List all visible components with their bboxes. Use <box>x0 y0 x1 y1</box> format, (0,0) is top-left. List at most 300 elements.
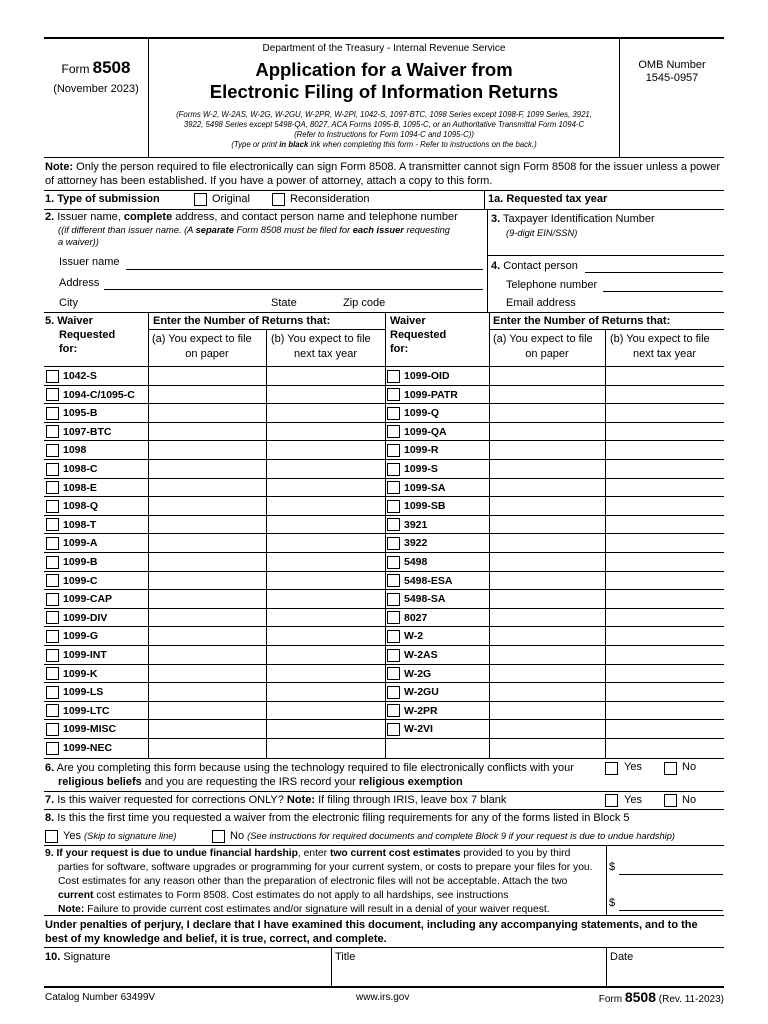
right-waiver-header-2: Requested <box>390 329 447 341</box>
next-year-count-field[interactable] <box>606 721 723 737</box>
paper-count-field[interactable] <box>149 498 265 514</box>
form-type-label: 1098-E <box>63 481 97 494</box>
tin-bottom-rule <box>487 255 724 256</box>
next-year-count-field[interactable] <box>267 405 384 421</box>
form-checkbox[interactable] <box>387 425 400 438</box>
note2-d: each issuer <box>352 225 404 235</box>
form-checkbox[interactable] <box>387 518 400 531</box>
form-type-label: 1099-INT <box>63 649 107 661</box>
note-bottom-rule <box>44 190 724 191</box>
first-time-no <box>230 830 675 842</box>
line7-text-b: Note: <box>286 794 316 806</box>
form-checkbox[interactable] <box>46 370 59 383</box>
form-checkbox[interactable] <box>387 593 400 606</box>
paper-count-field[interactable] <box>490 610 604 626</box>
paper-count-field[interactable] <box>490 461 604 477</box>
form-checkbox[interactable] <box>46 593 59 606</box>
table-row-rule <box>44 701 724 702</box>
header-bottom-rule <box>44 157 724 158</box>
next-year-count-field[interactable] <box>606 480 723 496</box>
paper-count-field[interactable] <box>490 666 604 682</box>
form-type-label: W-2AS <box>404 649 438 661</box>
paper-count-field[interactable] <box>490 480 604 496</box>
table-header-bottom <box>44 366 724 367</box>
form-date: (November 2023) <box>53 83 139 95</box>
paper-count-field[interactable] <box>490 647 604 663</box>
penalty-line-1: Under penalties of perjury, I declare that I have examined this document, including any accompanying statements, and to the <box>45 919 698 931</box>
tin-heading <box>491 213 655 225</box>
paper-count-field[interactable] <box>149 721 265 737</box>
paper-count-field[interactable] <box>149 461 265 477</box>
form-checkbox[interactable] <box>387 574 400 587</box>
city-label: City <box>59 297 78 309</box>
tin-sub: (9-digit EIN/SSN) <box>506 228 578 238</box>
signature-field[interactable] <box>44 948 331 986</box>
form-type-label: 5498-ESA <box>404 574 453 587</box>
paper-count-field[interactable] <box>149 424 265 440</box>
form-type-label: W-2G <box>404 667 432 680</box>
first-time-no-checkbox[interactable] <box>212 830 225 843</box>
form-type-label: W-2GU <box>404 686 439 699</box>
form-checkbox[interactable] <box>46 742 59 755</box>
line1-vertical <box>484 190 485 210</box>
table-row-rule <box>44 478 724 479</box>
line8-num: 8. <box>45 812 55 824</box>
issuer-heading <box>45 211 458 223</box>
table-row-rule <box>44 533 724 534</box>
table-enter-rule-left <box>148 329 385 330</box>
line6-text-b: religious beliefs <box>58 776 142 788</box>
table-vline-3 <box>385 313 386 759</box>
next-year-count-field[interactable] <box>267 387 384 403</box>
paper-count-field[interactable] <box>149 405 265 421</box>
table-row-rule <box>44 589 724 590</box>
table-row-rule <box>44 645 724 646</box>
next-year-count-field[interactable] <box>606 368 723 384</box>
form-checkbox[interactable] <box>46 630 59 643</box>
form-checkbox[interactable] <box>46 686 59 699</box>
paper-count-field[interactable] <box>149 535 265 551</box>
next-year-count-field[interactable] <box>267 721 384 737</box>
form-subtitle-4 <box>149 140 619 150</box>
next-year-count-field[interactable] <box>606 535 723 551</box>
omb-label: OMB Number <box>638 59 706 71</box>
form-checkbox[interactable] <box>46 667 59 680</box>
form-checkbox[interactable] <box>387 630 400 643</box>
form-type-label: 1099-K <box>63 667 98 680</box>
form-type-label: 3922 <box>404 537 428 550</box>
penalty-line-2: best of my knowledge and belief, it is true, correct, and complete. <box>45 933 387 945</box>
first-time-question <box>45 812 630 824</box>
first-time-yes <box>63 830 177 842</box>
line8-no-note: (See instructions for required documents and complete Block 9 if your request is due to undue hardship) <box>247 831 676 841</box>
paper-count-field[interactable] <box>490 405 604 421</box>
date-label: Date <box>610 951 634 963</box>
title-field[interactable] <box>332 948 606 986</box>
form-checkbox[interactable] <box>387 444 400 457</box>
hardship-text <box>45 847 605 917</box>
form-type-label: 1099-S <box>404 463 438 475</box>
next-year-count-field[interactable] <box>267 424 384 440</box>
form-type-label: 1099-QA <box>404 425 447 438</box>
form-checkbox[interactable] <box>387 667 400 680</box>
table-row-rule <box>44 626 724 627</box>
form-type-label: 1099-B <box>63 556 98 568</box>
cost-estimate-1-field[interactable] <box>619 874 723 875</box>
paper-count-field[interactable] <box>490 628 604 644</box>
cost-estimate-2-symbol: $ <box>609 897 616 909</box>
line9-l4a: current <box>58 890 94 901</box>
zip-label: Zip code <box>343 297 386 309</box>
line8-text: Is this the first time you requested a waiver from the electronic filing requirements for any of the forms listed in Block 5 <box>54 812 630 824</box>
block2-vertical <box>487 209 488 313</box>
line6-num: 6. <box>45 762 55 774</box>
telephone-field[interactable] <box>603 291 723 292</box>
next-year-count-field[interactable] <box>606 405 723 421</box>
right-col-a-2: on paper <box>525 348 569 360</box>
issuer-note-1 <box>58 225 450 235</box>
form-checkbox[interactable] <box>387 723 400 736</box>
bottom-rule <box>44 986 724 988</box>
table-row-rule <box>44 459 724 460</box>
form-word: Form <box>61 62 90 76</box>
footer-form-id <box>599 989 724 1005</box>
table-row-rule <box>44 496 724 497</box>
date-field[interactable] <box>607 948 724 986</box>
address-label: Address <box>59 277 100 289</box>
note2-c: Form 8508 must be filed for <box>233 225 353 235</box>
line9-l4b: cost estimates to Form 8508. Cost estimates do not apply to all hardships, see instructions <box>93 890 509 901</box>
form-checkbox[interactable] <box>46 574 59 587</box>
form-checkbox[interactable] <box>46 481 59 494</box>
corrections-yes-label: Yes <box>624 794 642 806</box>
line6-text-d: religious exemption <box>358 776 463 788</box>
next-year-count-field[interactable] <box>606 573 723 589</box>
paper-count-field[interactable] <box>490 535 604 551</box>
form-type-label: 1098-Q <box>63 500 99 513</box>
form-checkbox[interactable] <box>46 518 59 531</box>
paper-count-field[interactable] <box>149 647 265 663</box>
form-type-label: 1099-SA <box>404 481 446 494</box>
next-year-count-field[interactable] <box>267 517 384 533</box>
paper-count-field[interactable] <box>149 703 265 719</box>
right-col-a-1: (a) You expect to file <box>493 333 593 345</box>
line7-bottom-rule <box>44 809 724 810</box>
next-year-count-field[interactable] <box>606 387 723 403</box>
cost-estimate-2-field[interactable] <box>619 910 723 911</box>
form-title-line1: Application for a Waiver from <box>255 59 513 80</box>
next-year-count-field[interactable] <box>267 684 384 700</box>
next-year-count-field[interactable] <box>267 610 384 626</box>
next-year-count-field[interactable] <box>267 740 384 756</box>
state-label: State <box>271 297 297 309</box>
paper-count-field[interactable] <box>490 517 604 533</box>
form-type-label: 1042-S <box>63 370 97 382</box>
next-year-count-field[interactable] <box>606 684 723 700</box>
form-checkbox[interactable] <box>387 407 400 420</box>
line8-yes: Yes <box>63 830 81 842</box>
form-type-label: 1099-LS <box>63 686 104 699</box>
penalty-statement <box>45 918 698 946</box>
table-row-rule <box>44 440 724 441</box>
paper-count-field[interactable] <box>149 517 265 533</box>
header-divider-right <box>619 37 620 158</box>
line7-num: 7. <box>45 794 55 806</box>
address-field[interactable] <box>104 289 483 290</box>
irs-website: www.irs.gov <box>356 992 410 1003</box>
corrections-no-checkbox[interactable] <box>664 794 677 807</box>
reconsideration-checkbox[interactable] <box>272 193 285 206</box>
form-type-label: 1095-B <box>63 407 98 420</box>
next-year-count-field[interactable] <box>606 442 723 458</box>
line10-signature: Signature <box>60 951 111 963</box>
table-row-rule <box>44 403 724 404</box>
form-checkbox[interactable] <box>46 463 59 476</box>
original-label: Original <box>212 193 250 205</box>
table-row-rule <box>44 664 724 665</box>
form-checkbox[interactable] <box>387 556 400 569</box>
footer-form-number: 8508 <box>624 989 656 1005</box>
paper-count-field[interactable] <box>149 554 265 570</box>
next-year-count-field[interactable] <box>606 591 723 607</box>
religious-yes-checkbox[interactable] <box>605 762 618 775</box>
form-checkbox[interactable] <box>46 500 59 513</box>
religious-yes-label: Yes <box>624 761 642 773</box>
line2-text-b: complete <box>123 211 173 223</box>
form-checkbox[interactable] <box>46 388 59 401</box>
left-waiver-header-2: Requested <box>59 329 116 341</box>
next-year-count-field[interactable] <box>606 610 723 626</box>
paper-count-field[interactable] <box>490 554 604 570</box>
next-year-count-field[interactable] <box>267 628 384 644</box>
line3-num: 3. <box>491 213 501 225</box>
next-year-count-field[interactable] <box>267 591 384 607</box>
paper-count-field[interactable] <box>490 498 604 514</box>
contact-person-field[interactable] <box>585 272 723 273</box>
form-type-label: W-2VI <box>404 723 433 736</box>
line6-text-c: and you are requesting the IRS record your <box>141 776 359 788</box>
cost-estimate-1-symbol: $ <box>609 861 616 873</box>
note-body: Only the person required to file electronically can sign Form 8508. A transmitter cannot sign Form 8508 for the issuer unless a power of attorney has been established. If you have a power of attorney, attach a copy to this form. <box>45 161 720 187</box>
next-year-count-field[interactable] <box>267 461 384 477</box>
note2-a: ((if different than issuer name. (A <box>58 225 196 235</box>
form-number: 8508 <box>92 58 131 77</box>
paper-count-field[interactable] <box>149 480 265 496</box>
form-type-label: 1099-Q <box>404 407 440 420</box>
paper-count-field[interactable] <box>149 591 265 607</box>
line9-b: , enter <box>297 848 330 859</box>
issuer-name-field[interactable] <box>126 269 483 270</box>
note2-b: separate <box>195 225 234 235</box>
paper-count-field[interactable] <box>490 721 604 737</box>
paper-count-field[interactable] <box>149 666 265 682</box>
paper-count-field[interactable] <box>149 573 265 589</box>
form-checkbox[interactable] <box>387 537 400 550</box>
religious-no-label: No <box>682 761 697 773</box>
paper-count-field[interactable] <box>490 684 604 700</box>
next-year-count-field[interactable] <box>267 573 384 589</box>
hardship-line-2: parties for software, software upgrades or programming for your current system, or costs to prepare your files for you. <box>58 862 593 873</box>
next-year-count-field[interactable] <box>606 647 723 663</box>
form-checkbox[interactable] <box>46 444 59 457</box>
subtitle4-a: (Type or print <box>231 140 280 149</box>
next-year-count-field[interactable] <box>606 666 723 682</box>
email-label: Email address <box>506 297 576 309</box>
form-type-label: 1099-LTC <box>63 704 110 717</box>
form-checkbox[interactable] <box>387 704 400 717</box>
paper-count-field[interactable] <box>490 387 604 403</box>
form-type-label: 1099-A <box>63 537 98 550</box>
paper-count-field[interactable] <box>149 684 265 700</box>
corrections-yes-checkbox[interactable] <box>605 794 618 807</box>
form-checkbox[interactable] <box>387 481 400 494</box>
paper-count-field[interactable] <box>149 442 265 458</box>
line10-num: 10. <box>45 951 61 963</box>
form-checkbox[interactable] <box>387 649 400 662</box>
line7-text-a: Is this waiver requested for corrections ONLY? <box>54 794 287 806</box>
table-row-rule <box>44 515 724 516</box>
next-year-count-field[interactable] <box>606 498 723 514</box>
next-year-count-field[interactable] <box>606 703 723 719</box>
subtitle4-b: in black <box>279 140 309 149</box>
issuer-name-label: Issuer name <box>59 256 120 268</box>
next-year-count-field[interactable] <box>606 554 723 570</box>
form-checkbox[interactable] <box>46 556 59 569</box>
form-type-label: 1094-C/1095-C <box>63 388 135 401</box>
form-type-label: 1099-NEC <box>63 742 113 754</box>
next-year-count-field[interactable] <box>267 480 384 496</box>
right-col-b-1: (b) You expect to file <box>610 333 710 345</box>
left-col-b-1: (b) You expect to file <box>271 333 371 345</box>
next-year-count-field[interactable] <box>267 368 384 384</box>
left-col-a-2: on paper <box>185 348 229 360</box>
form-checkbox[interactable] <box>46 704 59 717</box>
table-row-rule <box>44 422 724 423</box>
table-enter-rule-right <box>489 329 724 330</box>
form-type-label: W-2PR <box>404 704 438 717</box>
form-checkbox[interactable] <box>387 463 400 476</box>
form-subtitle-3: (Refer to Instructions for Form 1094-C and 1095-C)) <box>294 130 474 139</box>
religious-no-checkbox[interactable] <box>664 762 677 775</box>
form-type-label: 5498-SA <box>404 593 446 606</box>
paper-count-field[interactable] <box>490 573 604 589</box>
type-of-submission-label: 1. Type of submission <box>45 193 160 205</box>
form-checkbox[interactable] <box>387 611 400 624</box>
line8-no: No <box>230 830 245 842</box>
issuer-note-2: a waiver)) <box>58 237 99 247</box>
left-waiver-header-3: for: <box>59 343 78 355</box>
form-type-label: 1097-BTC <box>63 425 112 438</box>
next-year-count-field[interactable] <box>267 554 384 570</box>
form-checkbox[interactable] <box>46 723 59 736</box>
note-label: Note: <box>45 161 74 173</box>
paper-count-field[interactable] <box>490 442 604 458</box>
next-year-count-field[interactable] <box>267 442 384 458</box>
form-type-label: 1098-C <box>63 463 98 475</box>
form-type-label: 1099-OID <box>404 370 450 382</box>
form-title-line2: Electronic Filing of Information Returns <box>209 81 559 102</box>
hardship-vertical <box>606 845 607 916</box>
paper-count-field[interactable] <box>149 610 265 626</box>
next-year-count-field[interactable] <box>606 461 723 477</box>
form-type-label: 1099-R <box>404 444 439 457</box>
next-year-count-field[interactable] <box>267 535 384 551</box>
line8-yes-note: (Skip to signature line) <box>84 831 177 841</box>
line9-d: provided to you by third <box>460 848 571 859</box>
form-checkbox[interactable] <box>46 407 59 420</box>
line8-bottom-rule <box>44 845 724 846</box>
next-year-count-field[interactable] <box>606 517 723 533</box>
left-enter-number-header: Enter the Number of Returns that: <box>153 315 331 327</box>
form-checkbox[interactable] <box>387 388 400 401</box>
reconsideration-label: Reconsideration <box>290 193 370 205</box>
next-year-count-field[interactable] <box>267 647 384 663</box>
right-col-b-2: next tax year <box>633 348 696 360</box>
paper-count-field[interactable] <box>149 387 265 403</box>
form-checkbox[interactable] <box>46 537 59 550</box>
requested-tax-year-label: 1a. Requested tax year <box>488 193 608 205</box>
line9-l5b: Failure to provide current cost estimates and/or signature will result in a denial of your waiver request. <box>84 904 550 915</box>
paper-count-field[interactable] <box>149 628 265 644</box>
paper-count-field[interactable] <box>490 368 604 384</box>
line9-l5a: Note: <box>58 904 85 915</box>
original-checkbox[interactable] <box>194 193 207 206</box>
hardship-line-1 <box>45 847 605 861</box>
corrections-question <box>45 794 506 806</box>
line1-bottom-rule <box>44 209 724 210</box>
form-checkbox[interactable] <box>387 370 400 383</box>
form-subtitle-2: 3922, 5498 Series except 5498-QA, 8027, ACA Forms 1095-B, 1095-C, or an Authoritative Transmittal Form 1094-C <box>183 120 585 129</box>
form-checkbox[interactable] <box>387 686 400 699</box>
telephone-label: Telephone number <box>506 279 598 291</box>
form-type-label: 1098 <box>63 444 87 457</box>
subtitle4-c: ink when completing this form - Refer to instructions on the back.) <box>308 140 537 149</box>
next-year-count-field[interactable] <box>267 703 384 719</box>
note2-e: requesting <box>403 225 450 235</box>
form-type-label: 1099-MISC <box>63 723 117 736</box>
table-row-rule <box>44 552 724 553</box>
line2-text-c: address, and contact person name and telephone number <box>172 211 458 223</box>
first-time-yes-checkbox[interactable] <box>45 830 58 843</box>
next-year-count-field[interactable] <box>606 424 723 440</box>
form-subtitle-1: (Forms W-2, W-2AS, W-2G, W-2GU, W-2PR, W-2PI, 1042-S, 1097-BTC, 1098 Series except 1098-F, 1099 Series, 3921, <box>176 110 592 119</box>
left-col-b-2: next tax year <box>294 348 357 360</box>
hardship-line-4 <box>45 889 605 903</box>
footer-rev: (Rev. 11-2023) <box>656 994 724 1005</box>
next-year-count-field[interactable] <box>606 628 723 644</box>
table-row-rule <box>44 719 724 720</box>
catalog-number: Catalog Number 63499V <box>45 992 156 1003</box>
paper-count-field[interactable] <box>149 740 265 756</box>
line3-text: Taxpayer Identification Number <box>500 213 655 225</box>
paper-count-field[interactable] <box>490 591 604 607</box>
form-checkbox[interactable] <box>46 611 59 624</box>
form-type-label: 8027 <box>404 611 428 624</box>
form-checkbox[interactable] <box>387 500 400 513</box>
left-waiver-header-1: 5. Waiver <box>45 315 93 327</box>
next-year-count-field[interactable] <box>267 666 384 682</box>
paper-count-field[interactable] <box>490 424 604 440</box>
paper-count-field[interactable] <box>149 368 265 384</box>
form-checkbox[interactable] <box>46 425 59 438</box>
form-checkbox[interactable] <box>46 649 59 662</box>
form-id <box>44 58 148 78</box>
next-year-count-field[interactable] <box>267 498 384 514</box>
line9-c: two current cost estimates <box>329 848 461 859</box>
top-rule <box>44 37 724 39</box>
paper-count-field[interactable] <box>490 703 604 719</box>
line6-bottom-rule <box>44 791 724 792</box>
